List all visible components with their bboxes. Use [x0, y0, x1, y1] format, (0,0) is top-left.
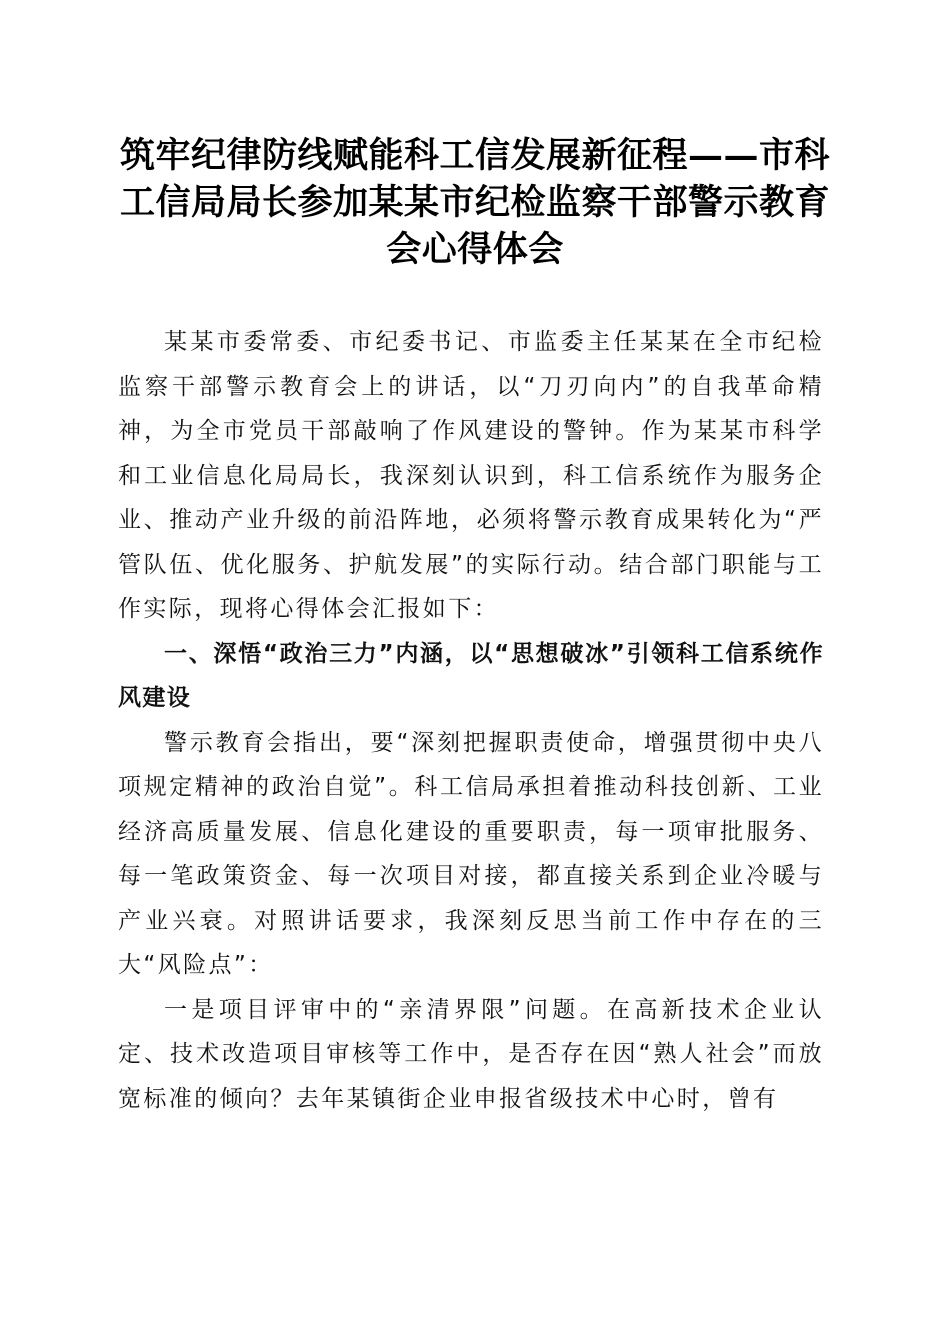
paragraph-intro: 某某市委常委、市纪委书记、市监委主任某某在全市纪检监察干部警示教育会上的讲话，以“刀刃向内”的自我革命精神，为全市党员干部敲响了作风建设的警钟。作为某某市科学和工业信息化局局长，我深刻认识到，科工信系统作为服务企业、推动产业升级的前沿阵地，必须将警示教育成果转化为“严管队伍、优化服务、护航发展”的实际行动。结合部门职能与工作实际，现将心得体会汇报如下：: [118, 329, 824, 622]
document-title: 筑牢纪律防线赋能科工信发展新征程——市科工信局局长参加某某市纪检监察干部警示教育会心得体会: [119, 135, 830, 270]
paragraph-point-1: 一是项目评审中的“亲清界限”问题。在高新技术企业认定、技术改造项目审核等工作中，是否存在因“熟人社会”而放宽标准的倾向？去年某镇街企业申报省级技术中心时，曾有: [118, 996, 824, 1112]
document-body: [118, 320, 824, 1121]
section-heading-1: 一、深悟“政治三力”内涵，以“思想破冰”引领科工信系统作风建设: [118, 640, 824, 711]
paragraph-section-1: 警示教育会指出，要“深刻把握职责使命，增强贯彻中央八项规定精神的政治自觉”。科工信局承担着推动科技创新、工业经济高质量发展、信息化建设的重要职责，每一项审批服务、每一笔政策资金、每一次项目对接，都直接关系到企业冷暖与产业兴衰。对照讲话要求，我深刻反思当前工作中存在的三大“风险点”：: [118, 729, 824, 978]
